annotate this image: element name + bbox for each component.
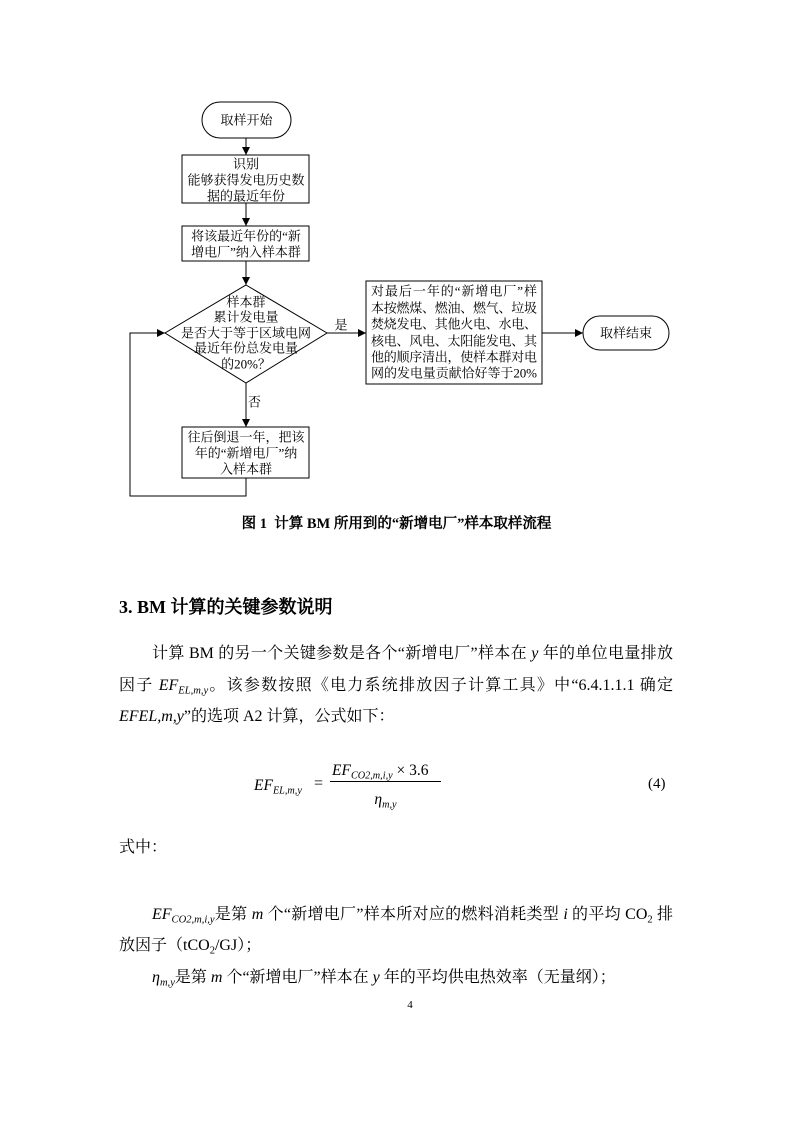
clear-out-line: 本按燃煤、燃油、燃气、垃圾 <box>371 300 537 316</box>
flowchart <box>0 0 793 510</box>
clear-out-line: 网的发电量贡献恰好等于20% <box>371 365 537 381</box>
include-line: 增电厂”纳入样本群 <box>191 244 301 260</box>
paragraph-line-2 <box>119 676 673 696</box>
eq-lhs-subscript: EL,m,y <box>272 785 302 797</box>
equation-number: (4) <box>648 776 666 792</box>
def-text: 个“新增电厂”样本所对应的燃料消耗类型 <box>263 906 564 923</box>
co2-subscript: 2 <box>647 914 653 926</box>
def-subscript: m,y <box>159 977 175 989</box>
identify-line: 据的最近年份 <box>206 188 286 204</box>
def-text: 是第 <box>214 906 252 923</box>
symbol-ef: EF <box>158 677 179 694</box>
paragraph-text: 。该参数按照《电力系统排放因子计算工具》中“6.4.1.1.1 确定 <box>208 677 673 694</box>
def-text: /GJ）； <box>214 937 262 954</box>
equation-denominator <box>330 790 441 810</box>
where-label: 式中： <box>119 839 168 856</box>
symbol-subscript: EL,m,y <box>178 685 209 697</box>
paragraph-text: ”的选项 A2 计算，公式如下： <box>183 708 395 725</box>
equation-equals: = <box>314 775 324 792</box>
step-back-line: 往后倒退一年，把该 <box>187 429 305 445</box>
step-back-line: 年的“新增电厂”纳 <box>194 445 298 461</box>
decision-line: 的20%？ <box>221 356 271 372</box>
figure-caption: 图 1 计算 BM 所用到的“新增电厂”样本取样流程 <box>241 516 552 532</box>
include-line: 将该最近年份的“新 <box>191 228 301 244</box>
decision-line: 最近年份总发电量 <box>193 340 299 356</box>
page-number: 4 <box>407 999 413 1011</box>
definition-2-line-1 <box>152 968 616 988</box>
identify-line: 能够获得发电历史数 <box>187 172 305 188</box>
yes-label: 是 <box>334 317 348 333</box>
eq-num-symbol: EF <box>332 762 351 779</box>
clear-out-line: 他的顺序清出，使样本群对电 <box>371 349 537 365</box>
decision-line: 样本群 <box>226 294 266 310</box>
paragraph-line-3 <box>119 707 395 727</box>
variable-i: i <box>563 906 568 923</box>
def-text: 的平均 CO <box>567 906 648 923</box>
variable-y: y <box>372 969 380 986</box>
eq-num-factor: × 3.6 <box>392 762 429 779</box>
equation-numerator <box>332 761 429 781</box>
no-label: 否 <box>248 394 262 410</box>
eq-den-symbol: η <box>374 791 383 808</box>
symbol-efelmy: EFEL,m,y <box>119 708 184 725</box>
eq-num-subscript: CO2,m,i,y <box>350 770 393 782</box>
def-text: 排 <box>652 906 673 923</box>
eq-den-subscript: m,y <box>382 799 397 811</box>
def-symbol: η <box>152 969 160 986</box>
identify-line: 识别 <box>232 156 260 172</box>
paragraph-text: 因子 <box>119 677 159 694</box>
decision-line: 累计发电量 <box>213 309 279 325</box>
co2-subscript: 2 <box>209 945 215 957</box>
paragraph-text: 年的单位电量排放 <box>538 645 673 662</box>
variable-y: y <box>531 645 539 662</box>
section-heading: 3. BM 计算的关键参数说明 <box>119 597 333 617</box>
def-subscript: CO2,m,i,y <box>171 914 215 926</box>
fraction-bar <box>330 781 441 782</box>
def-text: 放因子（tCO <box>119 937 210 954</box>
def-text: 年的平均供电热效率（无量纲）； <box>379 969 616 986</box>
definition-1-line-2 <box>119 936 261 956</box>
start-label: 取样开始 <box>220 112 273 128</box>
step-back-line: 入样本群 <box>219 461 273 477</box>
decision-line: 是否大于等于区域电网 <box>180 325 312 341</box>
clear-out-line: 对最后一年的“新增电厂”样 <box>371 283 537 299</box>
equation-lhs <box>254 776 302 796</box>
paragraph-line-1 <box>152 644 673 664</box>
def-text: 是第 <box>174 969 211 986</box>
eq-lhs-symbol: EF <box>254 777 273 794</box>
variable-m: m <box>251 906 264 923</box>
paragraph-text: 计算 BM 的另一个关键参数是各个“新增电厂”样本在 <box>152 645 532 662</box>
clear-out-line: 焚烧发电、其他火电、水电、 <box>371 316 537 332</box>
definition-1-line-1 <box>152 905 673 925</box>
def-text: 个“新增电厂”样本在 <box>222 969 373 986</box>
def-symbol: EF <box>152 906 172 923</box>
end-label: 取样结束 <box>599 325 653 341</box>
variable-m: m <box>210 969 223 986</box>
clear-out-line: 核电、风电、太阳能发电、其 <box>371 333 537 349</box>
